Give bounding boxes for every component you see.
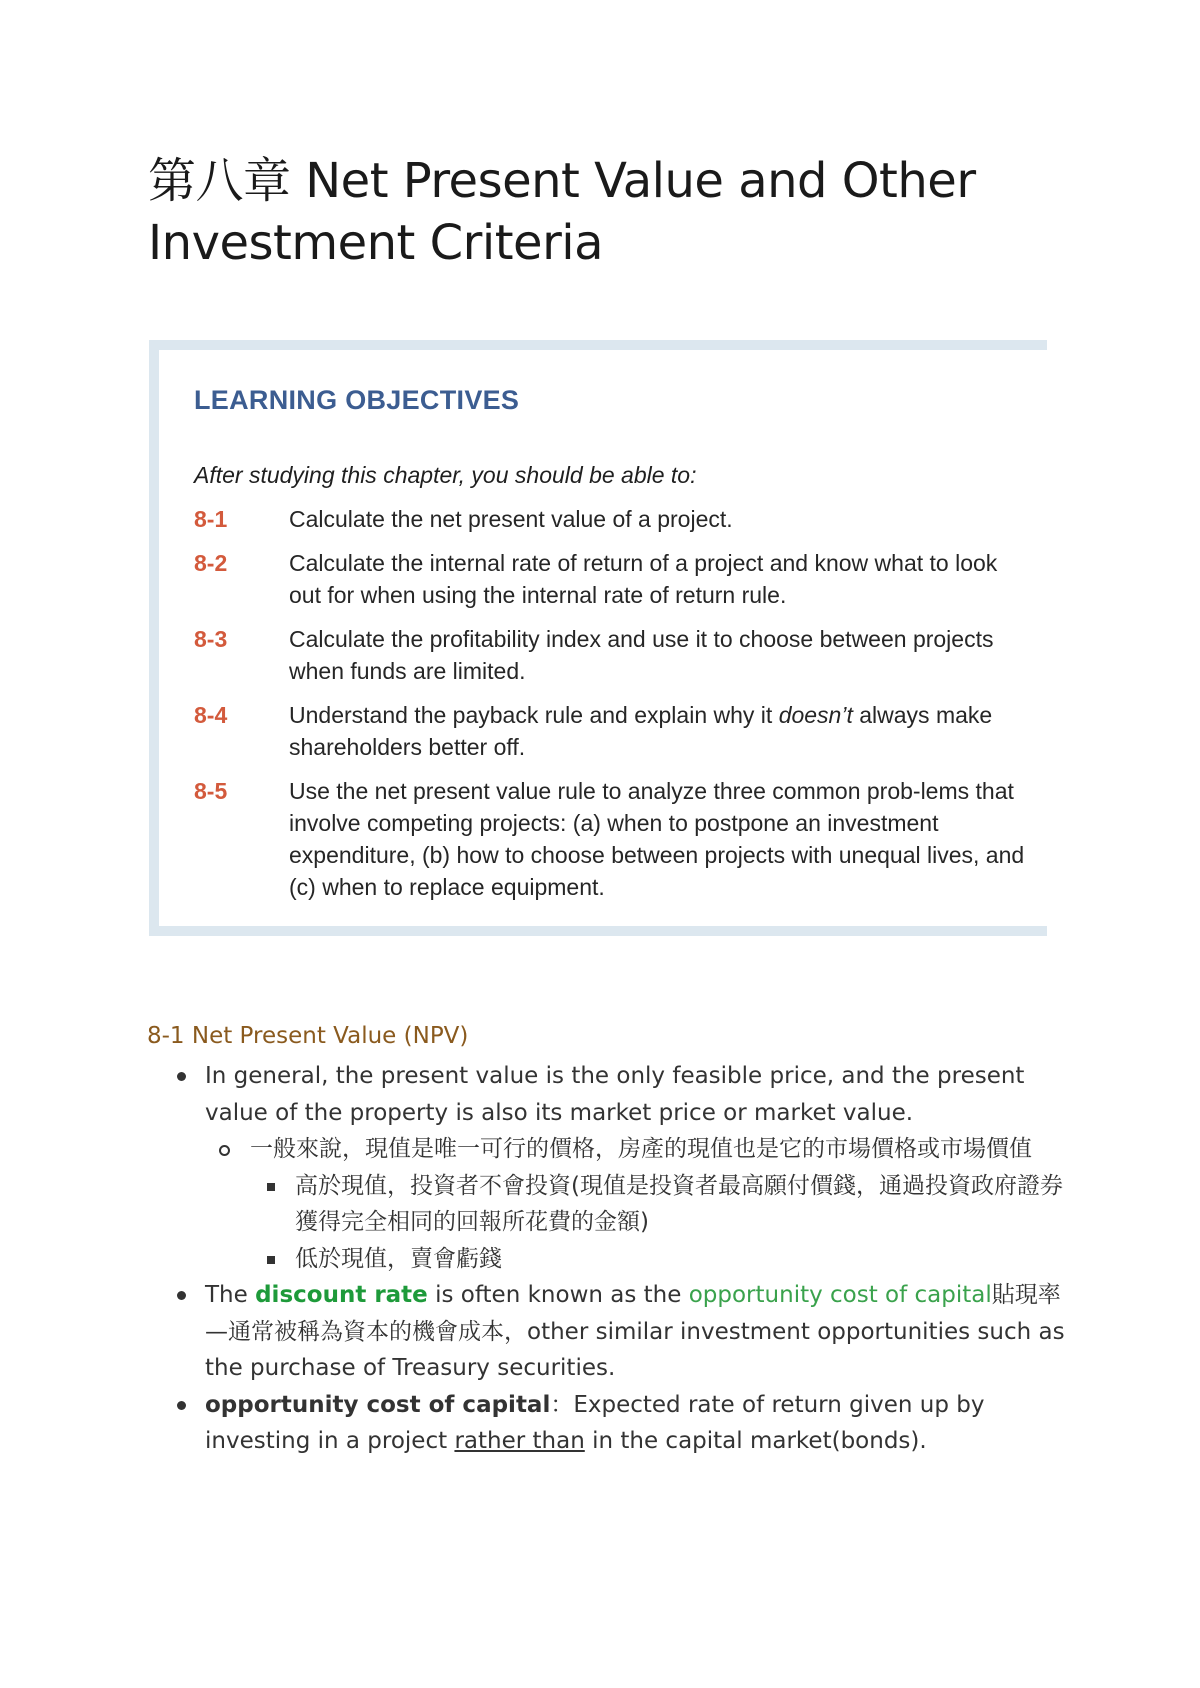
objective-text bbox=[289, 699, 1034, 763]
learning-objectives-list bbox=[194, 503, 1034, 915]
page-title: 第八章 Net Present Value and Other Investment Criteria bbox=[148, 153, 976, 271]
opportunity-cost-definition-term: opportunity cost of capital bbox=[205, 1391, 551, 1418]
npv-section bbox=[147, 1018, 1067, 1460]
objective-item bbox=[194, 623, 1034, 687]
list-item bbox=[250, 1168, 1067, 1241]
list-item-text: In general, the present value is the only feasible price, and the present value of the property is also its market price or market value. bbox=[205, 1063, 1025, 1126]
list-item-text-part: The bbox=[205, 1282, 256, 1308]
list-item bbox=[147, 1387, 1067, 1460]
list-item bbox=[250, 1241, 1067, 1278]
objective-item bbox=[194, 775, 1034, 903]
sub-sub-bullet-list bbox=[250, 1168, 1067, 1278]
objective-text: Calculate the profitability index and use it to choose between projects when funds are limited. bbox=[289, 626, 994, 684]
objective-text: Calculate the internal rate of return of a project and know what to look out for when using the internal rate of return rule. bbox=[289, 550, 998, 608]
list-item bbox=[147, 1277, 1067, 1387]
section-heading: 8-1 Net Present Value (NPV) bbox=[147, 1023, 469, 1049]
list-item-text: 低於現值，賣會虧錢 bbox=[295, 1245, 502, 1272]
objective-number: 8-4 bbox=[194, 702, 228, 728]
objective-text: Use the net present value rule to analyze three common prob-lems that involve competing projects: (a) when to postpone an investment expenditure, (b) how to choose between projects with unequal lives, and (c) when to replace equipment. bbox=[289, 778, 1025, 900]
objective-number: 8-2 bbox=[194, 550, 228, 576]
bullet-disc-icon bbox=[177, 1401, 186, 1410]
list-item-text-part: in the capital market(bonds). bbox=[584, 1428, 927, 1454]
bullet-list bbox=[147, 1058, 1067, 1460]
bullet-square-icon bbox=[267, 1183, 275, 1191]
objective-text: Calculate the net present value of a project. bbox=[289, 506, 733, 532]
list-item bbox=[147, 1058, 1067, 1277]
list-item-text-part: 貼現率—通常被稱為資本的機會成本，other similar investment opportunities such as the purchase of Treasury securities. bbox=[205, 1282, 1065, 1381]
learning-objectives-heading: LEARNING OBJECTIVES bbox=[194, 385, 520, 415]
objective-item bbox=[194, 547, 1034, 611]
objective-text-emphasis: doesn’t bbox=[778, 702, 853, 728]
list-item-text-part: is often known as the bbox=[427, 1282, 689, 1308]
list-item-text-part: ：Expected rate of return given up by investing in a project bbox=[205, 1391, 985, 1454]
objective-item bbox=[194, 503, 1034, 535]
objective-number: 8-1 bbox=[194, 506, 228, 532]
discount-rate-term: discount rate bbox=[255, 1282, 428, 1308]
objective-number: 8-5 bbox=[194, 778, 228, 804]
list-item-text: 一般來說，現值是唯一可行的價格，房產的現值也是它的市場價格或市場價值 bbox=[250, 1136, 1032, 1162]
objective-text-part: always make shareholders better off. bbox=[289, 702, 993, 760]
objective-number: 8-3 bbox=[194, 626, 228, 652]
bullet-disc-icon bbox=[177, 1291, 186, 1300]
opportunity-cost-term: opportunity cost of capital bbox=[688, 1282, 992, 1308]
objective-item bbox=[194, 699, 1034, 763]
list-item bbox=[205, 1131, 1067, 1277]
sub-bullet-list bbox=[205, 1131, 1067, 1277]
list-item-text: 高於現值，投資者不會投資(現值是投資者最高願付價錢，通過投資政府證券獲得完全相同的回報所花費的金額) bbox=[295, 1172, 1063, 1235]
learning-objectives-box bbox=[149, 340, 1047, 936]
objective-text-part: Understand the payback rule and explain why it bbox=[289, 702, 779, 728]
bullet-circle-icon bbox=[219, 1145, 230, 1156]
bullet-disc-icon bbox=[177, 1072, 186, 1081]
learning-objectives-intro: After studying this chapter, you should be able to: bbox=[194, 462, 697, 488]
bullet-square-icon bbox=[267, 1256, 275, 1264]
underlined-text: rather than bbox=[454, 1428, 585, 1454]
